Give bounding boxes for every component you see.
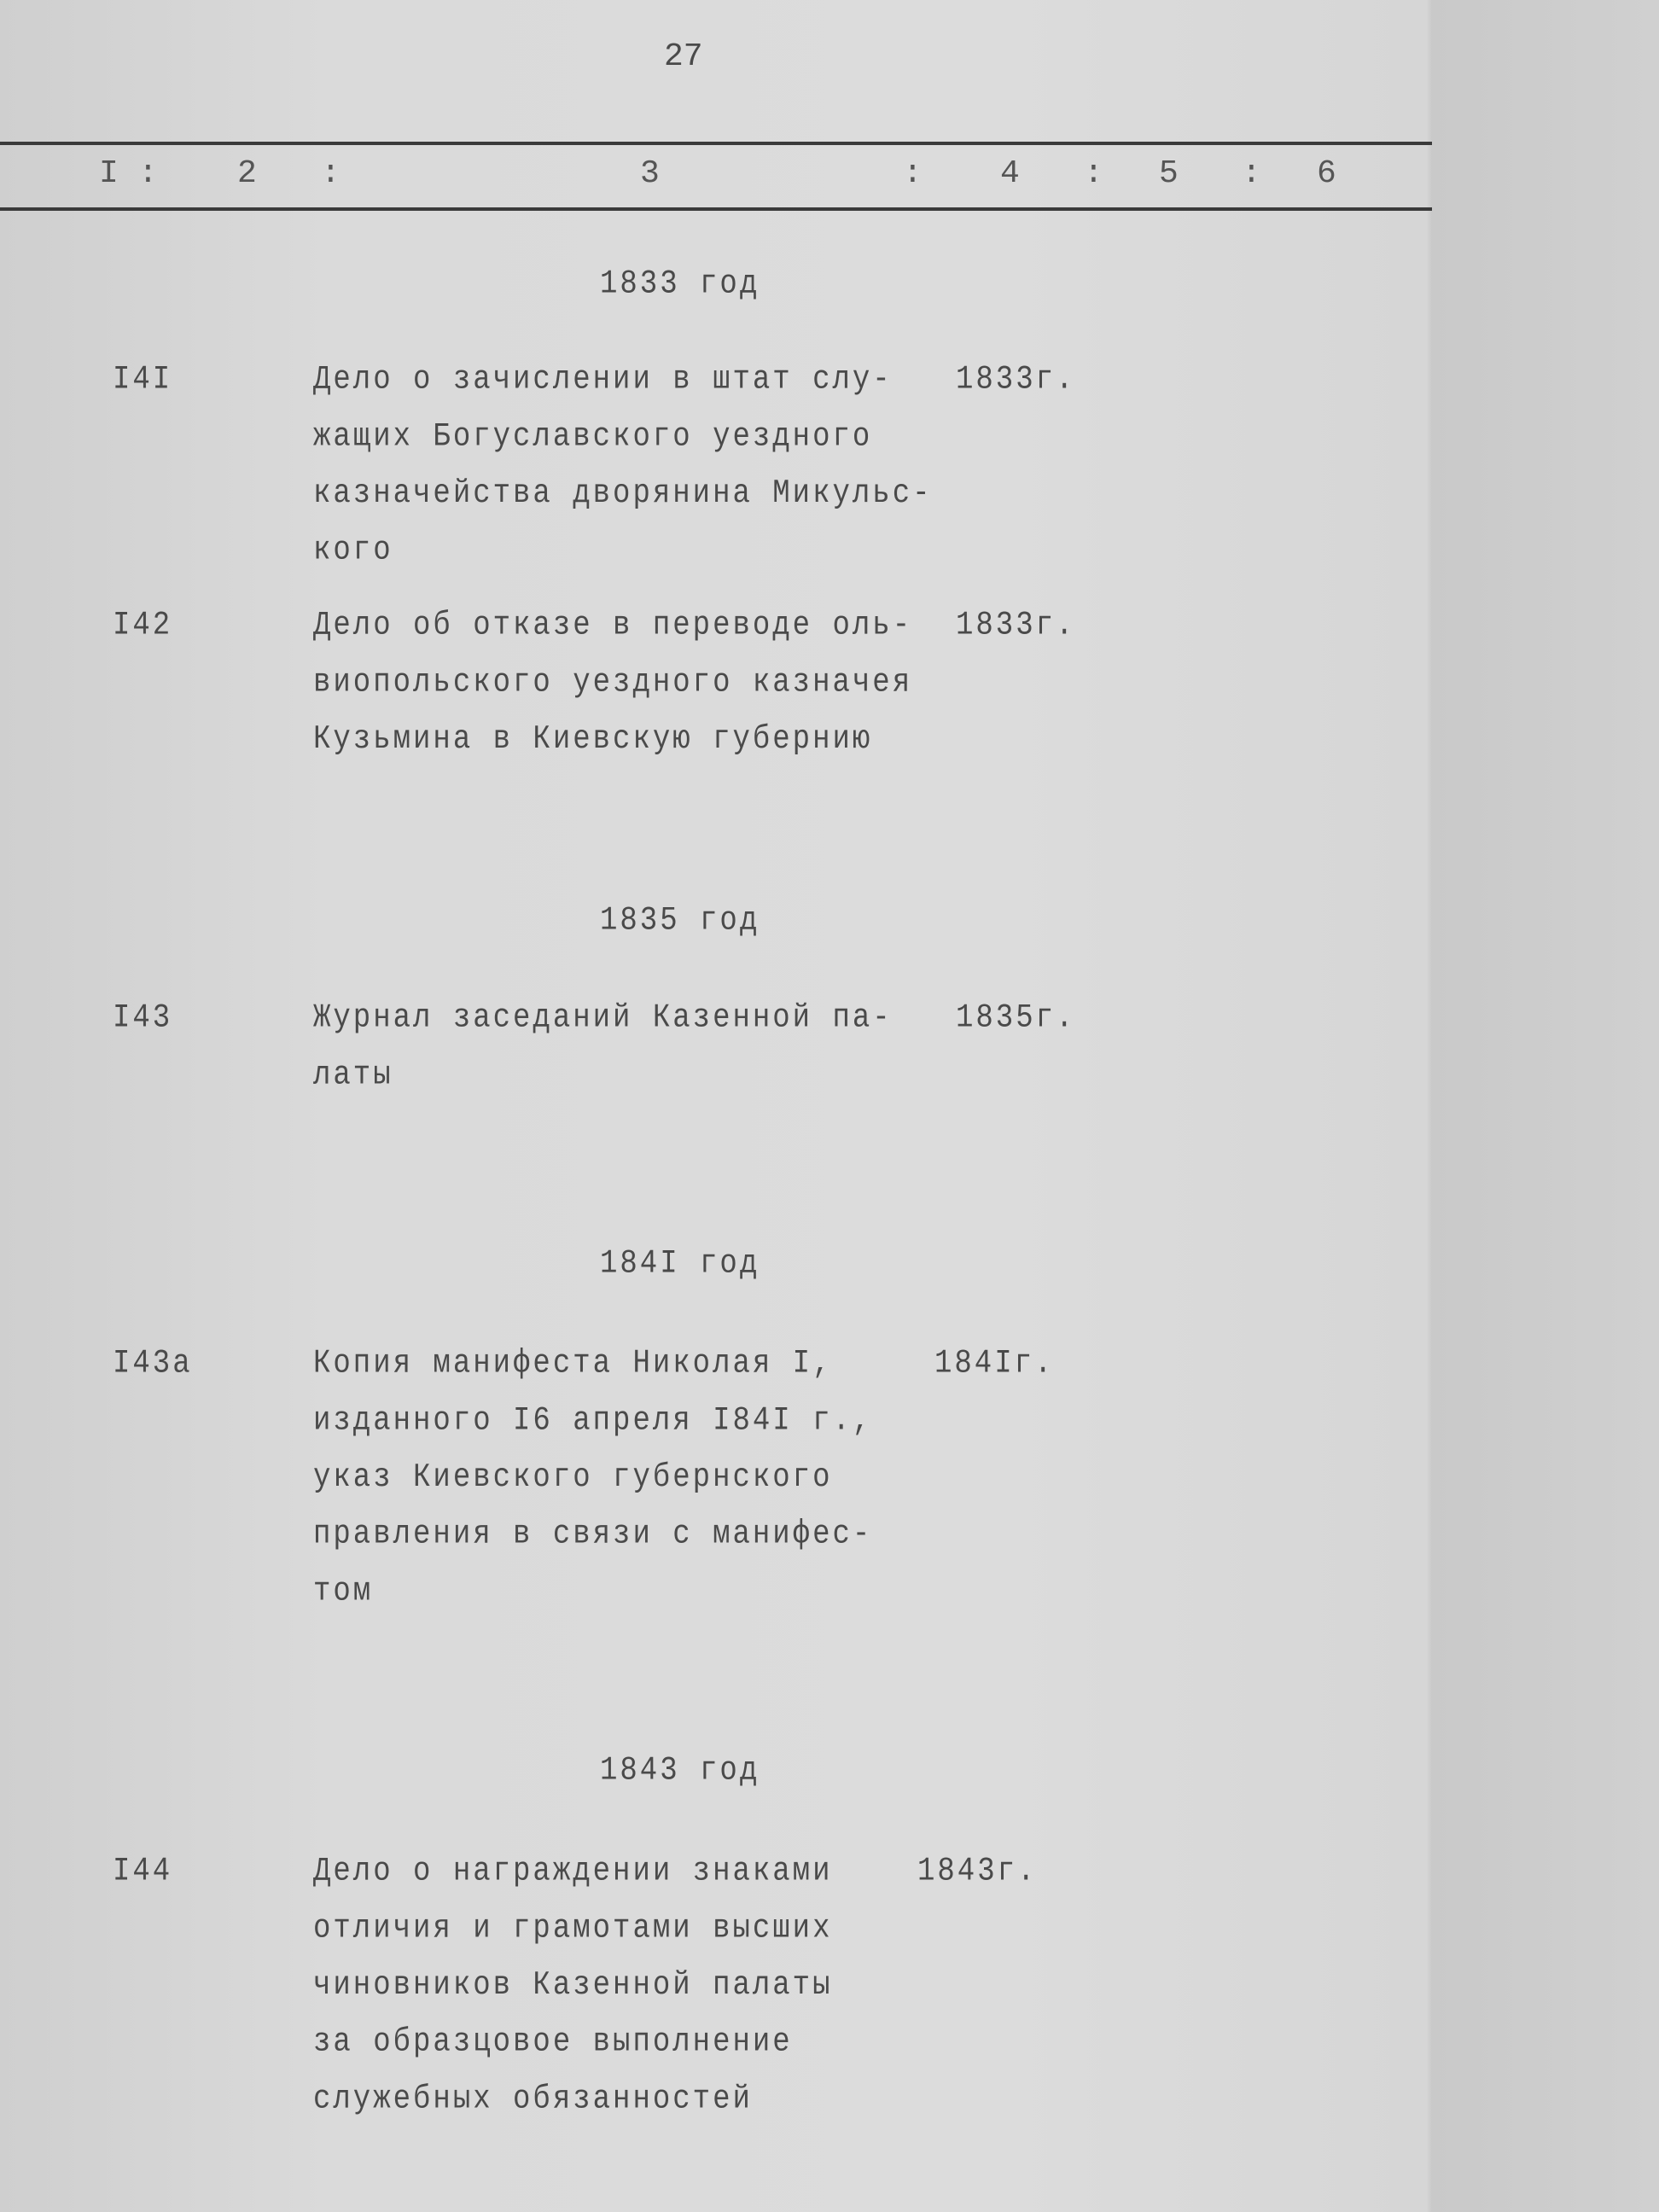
description-line: том — [313, 1573, 374, 1610]
column-separator: : — [321, 155, 341, 192]
description-line: виопольского уездного казначея — [313, 664, 913, 701]
entry-date: 1843г. — [917, 1853, 1038, 1891]
year-heading: 1835 год — [600, 902, 760, 940]
column-6-header: 6 — [1317, 155, 1336, 192]
description-line: Кузьмина в Киевскую губернию — [313, 720, 873, 759]
page-number: 27 — [664, 38, 703, 75]
entry-number: I44 — [113, 1853, 173, 1891]
column-separator: : — [138, 155, 158, 192]
entry-description — [313, 1336, 872, 1621]
year-heading: 184I год — [600, 1245, 760, 1284]
entry-date: 1833г. — [956, 361, 1076, 399]
description-line: жащих Богуславского уездного — [313, 418, 873, 456]
entry-number: I43а — [113, 1345, 193, 1383]
column-separator: : — [1242, 155, 1261, 192]
entry-number: I43 — [113, 999, 173, 1038]
entry-date: 184Iг. — [934, 1345, 1055, 1383]
description-line: латы — [313, 1057, 393, 1094]
description-line: Дело об отказе в переводе оль- — [313, 607, 913, 645]
description-line: изданного I6 апреля I84I г., — [313, 1402, 873, 1440]
description-line: Копия манифеста Николая I, — [313, 1345, 833, 1383]
column-separator: : — [903, 155, 923, 192]
column-1-header: I — [99, 155, 119, 192]
entry-description — [313, 352, 933, 579]
description-line: указ Киевского губернского — [313, 1458, 833, 1497]
entry-number: I4I — [113, 361, 173, 399]
description-line: Дело о зачислении в штат слу- — [313, 361, 893, 399]
table-header-top-rule — [0, 142, 1432, 145]
entry-description — [313, 597, 912, 768]
description-line: казначейства дворянина Микульс- — [313, 474, 933, 513]
entry-description — [313, 990, 893, 1103]
description-line: за образцовое выполнение — [313, 2023, 793, 2062]
description-line: Журнал заседаний Казенной па- — [313, 999, 893, 1038]
column-4-header: 4 — [1000, 155, 1020, 192]
description-line: чиновников Казенной палаты — [313, 1966, 833, 2005]
entry-description — [313, 1843, 833, 2128]
description-line: отличия и грамотами высших — [313, 1910, 833, 1947]
column-5-header: 5 — [1159, 155, 1179, 192]
year-heading: 1843 год — [600, 1752, 760, 1790]
description-line: кого — [313, 532, 393, 570]
year-heading: 1833 год — [600, 265, 760, 304]
entry-date: 1833г. — [956, 607, 1076, 645]
column-separator: : — [1084, 155, 1103, 192]
entry-number: I42 — [113, 607, 173, 645]
description-line: Дело о награждении знаками — [313, 1853, 833, 1891]
column-2-header: 2 — [237, 155, 257, 192]
column-3-header: 3 — [640, 155, 660, 192]
table-header-bottom-rule — [0, 207, 1432, 211]
description-line: правления в связи с манифес- — [313, 1516, 873, 1554]
description-line: служебных обязанностей — [313, 2081, 753, 2118]
entry-date: 1835г. — [956, 999, 1076, 1038]
